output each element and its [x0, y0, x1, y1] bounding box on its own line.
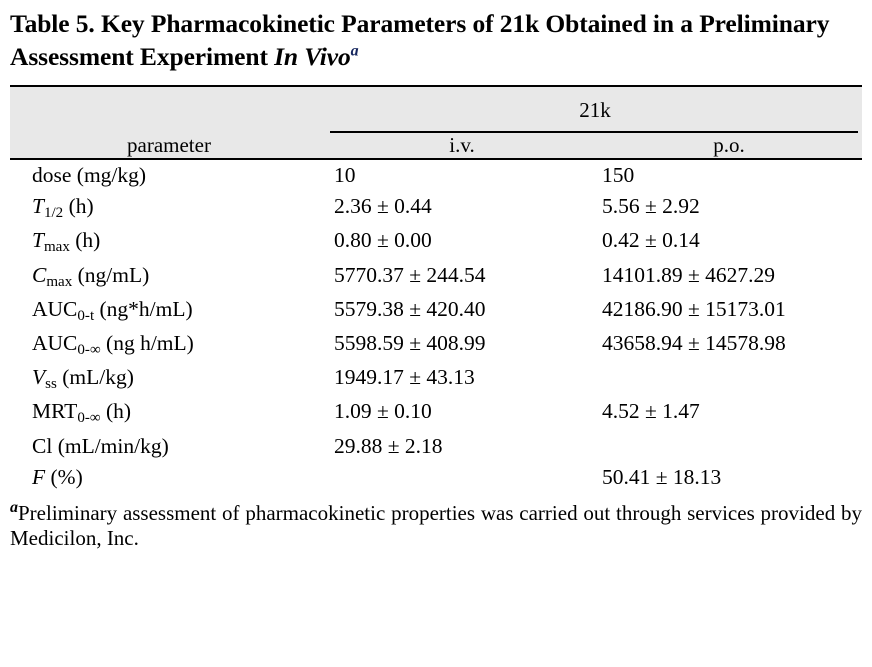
- table-footnote: [10, 498, 862, 552]
- cell-iv-value: 0.80 ± 0.00: [334, 228, 432, 253]
- cell-parameter: $T_{max}$ (h): [32, 228, 101, 256]
- table-header-group-row: [10, 86, 862, 133]
- cell-po-value: 5.56 ± 2.92: [602, 194, 700, 219]
- cell-iv-value: [328, 462, 596, 493]
- cell-iv-value: 1949.17 ± 43.13: [334, 365, 475, 390]
- cell-iv-value: 10: [334, 163, 356, 188]
- footnote-marker: a: [10, 498, 18, 516]
- cell-po-value: 50.41 ± 18.13: [602, 464, 722, 489]
- column-header-parameter: parameter: [10, 133, 328, 159]
- column-header-po: p.o.: [596, 133, 862, 159]
- table-caption-italic: In Vivo: [274, 41, 351, 71]
- pharmacokinetics-table: [10, 85, 862, 492]
- table-caption-text: Table 5. Key Pharmacokinetic Parameters of 21k Obtained in a Preliminary Assessment Experiment: [10, 9, 830, 71]
- cell-iv-value: 2.36 ± 0.44: [334, 194, 432, 219]
- table-row: [10, 328, 862, 362]
- table-row: [10, 431, 862, 462]
- table-row: [10, 159, 862, 191]
- cell-po-value: 0.42 ± 0.14: [602, 228, 700, 253]
- cell-po-value: 4.52 ± 1.47: [602, 399, 700, 424]
- column-header-iv: i.v.: [328, 133, 596, 159]
- cell-po-value: [596, 431, 862, 462]
- cell-parameter: F (%): [32, 464, 83, 489]
- table-row: [10, 396, 862, 430]
- table-row: [10, 462, 862, 493]
- cell-iv-value: 5598.59 ± 408.99: [334, 331, 486, 356]
- cell-iv-value: 5579.38 ± 420.40: [334, 296, 486, 321]
- table-row: [10, 260, 862, 294]
- cell-po-value: 43658.94 ± 14578.98: [602, 331, 786, 356]
- cell-iv-value: 1.09 ± 0.10: [334, 399, 432, 424]
- cell-po-value: [596, 362, 862, 396]
- footnote-text: Preliminary assessment of pharmacokinetic properties was carried out through services provided by Medicilon, Inc.: [10, 500, 862, 551]
- table-caption: [10, 8, 862, 73]
- table-row: [10, 294, 862, 328]
- header-spacer-cell: [10, 86, 328, 133]
- cell-parameter: $MRT_{0-\infty}$ (h): [32, 399, 132, 427]
- cell-iv-value: 29.88 ± 2.18: [334, 433, 443, 458]
- cell-parameter: Cl (mL/min/kg): [32, 433, 169, 458]
- cell-parameter: $AUC_{0-\infty}$ (ng h/mL): [32, 331, 194, 359]
- table-header: [10, 86, 862, 159]
- table-caption-footnote-marker: a: [350, 42, 359, 60]
- table-row: [10, 362, 862, 396]
- header-group-label: 21k: [579, 98, 611, 123]
- table-column-header-row: [10, 133, 862, 159]
- cell-po-value: 14101.89 ± 4627.29: [602, 262, 776, 287]
- cell-parameter: $V_{ss}$ (mL/kg): [32, 365, 134, 393]
- cell-parameter: $AUC_{0-t}$ (ng*h/mL): [32, 296, 193, 325]
- table-row: [10, 191, 862, 225]
- cell-parameter: $C_{max}$ (ng/mL): [32, 262, 150, 290]
- cell-po-value: 150: [602, 163, 635, 188]
- header-group-cell: [328, 86, 862, 133]
- cell-iv-value: 5770.37 ± 244.54: [334, 262, 486, 287]
- cell-po-value: 42186.90 ± 15173.01: [602, 296, 786, 321]
- cell-parameter: $T_{1/2}$ (h): [32, 194, 94, 222]
- cell-parameter: dose (mg/kg): [32, 163, 147, 188]
- table-row: [10, 225, 862, 259]
- table-body: [10, 159, 862, 492]
